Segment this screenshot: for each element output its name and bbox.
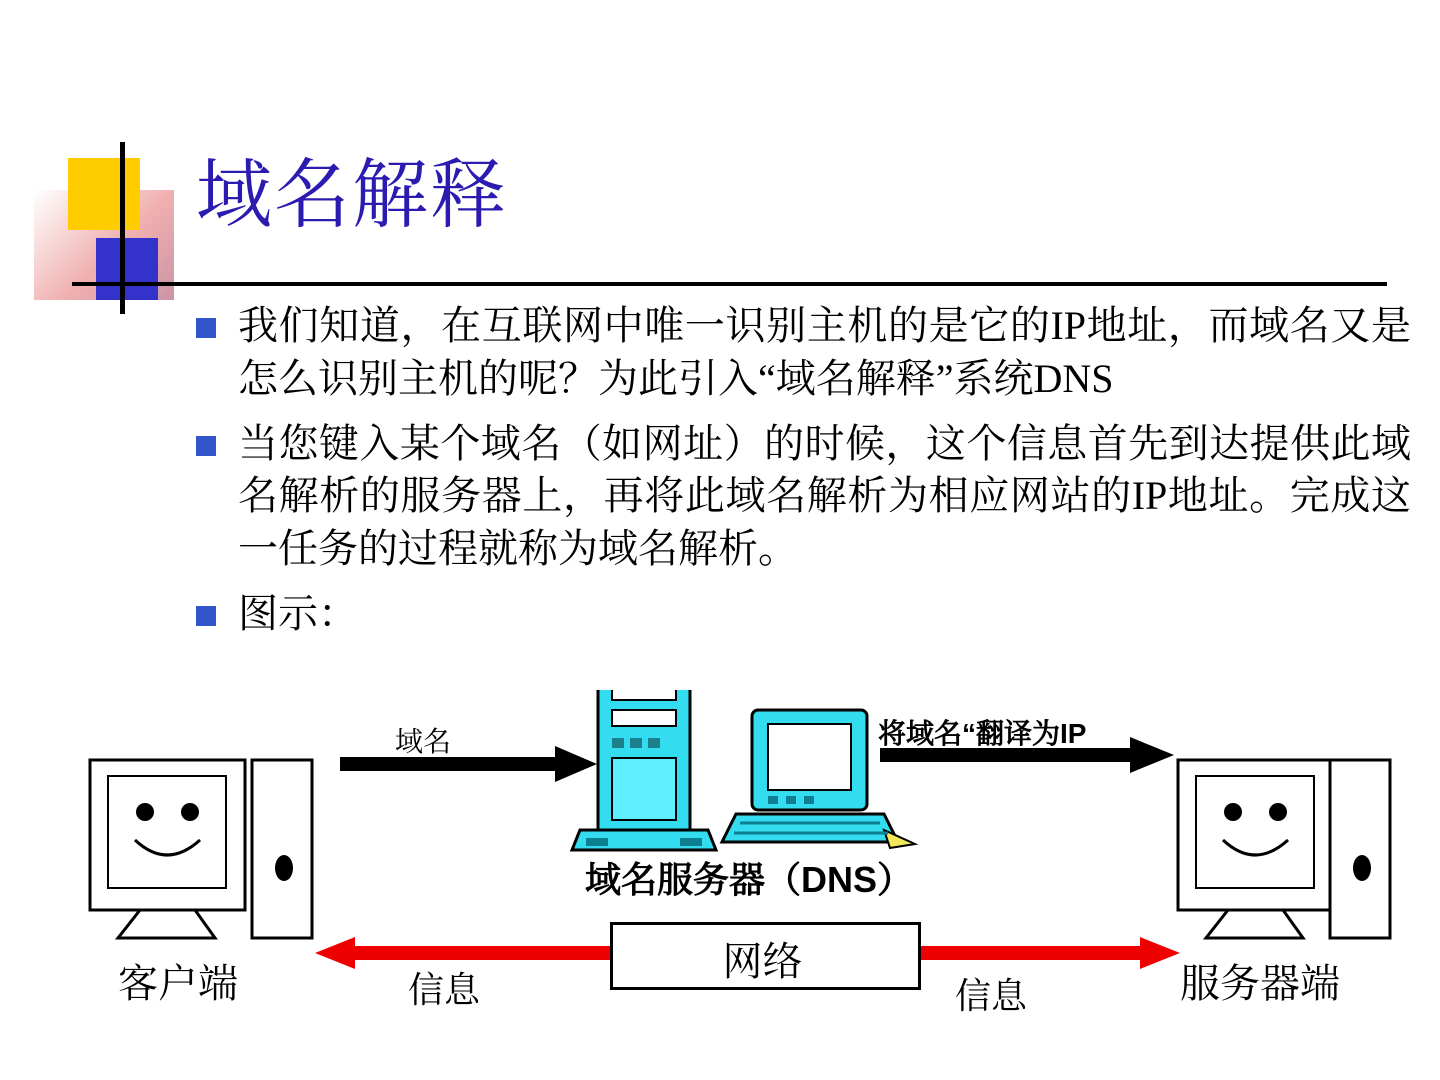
list-item <box>196 300 1411 406</box>
network-label: 网络 <box>722 939 803 984</box>
label-client: 客户端 <box>118 961 238 1006</box>
client-computer-icon <box>90 760 312 938</box>
bullet-square-icon <box>196 606 216 626</box>
decoration-blue-square <box>96 238 158 300</box>
bullet-text: 图示： <box>238 590 358 636</box>
arrow-domain-request <box>340 746 597 782</box>
arrow-info-left <box>315 937 655 969</box>
decoration-vertical-line <box>120 142 125 314</box>
label-server: 服务器端 <box>1180 961 1340 1006</box>
label-domain-name: 域名 <box>395 727 452 758</box>
dns-server-tower-icon <box>572 690 716 850</box>
label-info-right: 信息 <box>955 976 1028 1016</box>
bullet-square-icon <box>196 318 216 338</box>
list-item <box>196 588 1411 641</box>
bullet-text: 我们知道，在互联网中唯一识别主机的是它的IP地址，而域名又是怎么识别主机的呢？为此引入“域名解释”系统DNS <box>238 303 1411 401</box>
bullet-text: 当您键入某个域名（如网址）的时候，这个信息首先到达提供此域名解析的服务器上，再将此域名解析为相应网站的IP地址。完成这一任务的过程就称为域名解析。 <box>238 420 1411 572</box>
bullet-list <box>196 300 1411 653</box>
bullet-square-icon <box>196 436 216 456</box>
label-info-left: 信息 <box>408 970 481 1010</box>
label-dns-server: 域名服务器（DNS） <box>585 859 914 900</box>
label-translate-to-ip: 将域名“翻译为IP <box>878 718 1087 749</box>
decoration-yellow-square <box>68 158 140 230</box>
page-title: 域名解释 <box>196 154 508 238</box>
dns-diagram <box>0 690 1440 1080</box>
list-item <box>196 418 1411 576</box>
server-computer-icon <box>1178 760 1390 938</box>
title-underline <box>72 282 1387 286</box>
